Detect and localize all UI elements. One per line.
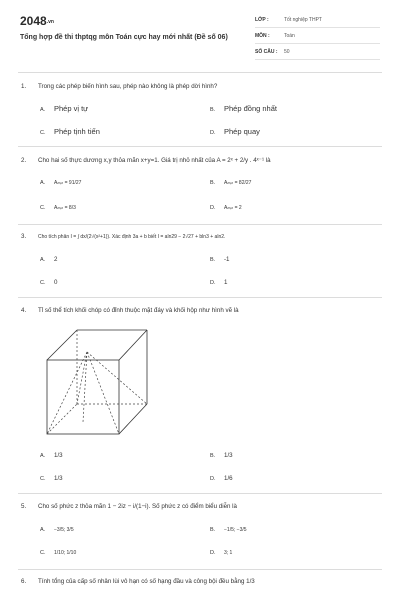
- option-a[interactable]: [40, 527, 74, 533]
- question-number: 6.: [21, 578, 27, 585]
- option-letter: D.: [210, 476, 216, 482]
- option-a[interactable]: [40, 256, 57, 263]
- option-letter: D.: [210, 550, 216, 556]
- option-text: 1/3: [54, 475, 63, 482]
- option-letter: B.: [210, 180, 216, 186]
- document-title: Tổng hợp đề thi thptqg môn Toán cực hay mới nhất (Đề số 06): [20, 34, 228, 41]
- option-a[interactable]: [40, 452, 63, 459]
- option-text: 1/10; 1/10: [54, 550, 77, 556]
- option-b[interactable]: [210, 104, 277, 113]
- question-text: Tính tổng của cấp số nhân lùi vô hạn có số hạng đầu và công bội đều bằng 1/3: [38, 578, 255, 585]
- meta-label: SỐ CÂU :: [255, 49, 278, 55]
- option-text: 3; 1: [224, 550, 233, 556]
- pyramid-edge: [47, 352, 87, 434]
- option-text: 1/3: [224, 452, 233, 459]
- option-letter: B.: [210, 453, 216, 459]
- meta-value: 50: [284, 49, 290, 55]
- logo-text: 2048: [20, 14, 47, 28]
- question-text: Cho tích phân I = ∫ dx/(2√(x²+1)). Xác định 3a + b biết I = aln29 − 2√27 + bln3 + aln2.: [38, 234, 226, 240]
- option-d[interactable]: [210, 279, 227, 286]
- logo-suffix: .vn: [46, 18, 54, 25]
- option-text: Phép đồng nhất: [224, 104, 277, 113]
- option-b[interactable]: [210, 452, 233, 459]
- meta-row-subject: [255, 30, 380, 44]
- option-text: 1: [224, 279, 228, 286]
- option-b[interactable]: [210, 180, 251, 186]
- cube-front-face: [47, 360, 119, 434]
- pyramid-edge: [87, 352, 119, 434]
- option-text: Aₘᵢₙ = 82/27: [224, 180, 252, 186]
- option-letter: C.: [40, 550, 46, 556]
- divider: [18, 297, 382, 298]
- option-text: 0: [54, 279, 58, 286]
- option-text: -1: [224, 256, 230, 263]
- divider: [18, 224, 382, 225]
- question-text: Cho số phức z thỏa mãn 1 − 2iz − i/(1−i). Số phức z có điểm biểu diễn là: [38, 503, 238, 510]
- cube-edge: [47, 330, 77, 360]
- option-c[interactable]: [40, 279, 57, 286]
- option-text: −3/5; 3/5: [54, 527, 74, 533]
- option-text: 1/3: [54, 452, 63, 459]
- option-c[interactable]: [40, 127, 100, 136]
- option-letter: A.: [40, 257, 46, 263]
- option-a[interactable]: [40, 104, 88, 113]
- option-letter: A.: [40, 107, 46, 113]
- question-number: 1.: [21, 83, 27, 90]
- option-d[interactable]: [210, 127, 260, 136]
- option-c[interactable]: [40, 550, 76, 556]
- option-d[interactable]: [210, 550, 232, 556]
- option-letter: B.: [210, 257, 216, 263]
- option-c[interactable]: [40, 205, 76, 211]
- option-text: Aₘᵢₙ = 8/3: [54, 205, 76, 211]
- cube-edge: [119, 330, 147, 360]
- option-letter: A.: [40, 527, 46, 533]
- option-d[interactable]: [210, 475, 233, 482]
- meta-row-class: [255, 14, 380, 28]
- option-letter: D.: [210, 280, 216, 286]
- option-text: Phép tịnh tiến: [54, 127, 100, 136]
- meta-value: Toán: [284, 33, 295, 39]
- option-letter: B.: [210, 527, 216, 533]
- page-header: [0, 0, 400, 62]
- option-c[interactable]: [40, 475, 63, 482]
- option-letter: C.: [40, 130, 46, 136]
- option-text: 1/6: [224, 475, 233, 482]
- divider: [18, 569, 382, 570]
- question-number: 5.: [21, 503, 27, 510]
- option-d[interactable]: [210, 205, 242, 211]
- pyramid-height: [83, 352, 87, 422]
- option-letter: C.: [40, 205, 46, 211]
- option-letter: C.: [40, 280, 46, 286]
- question-number: 3.: [21, 233, 27, 240]
- option-a[interactable]: [40, 180, 81, 186]
- option-text: 2: [54, 256, 58, 263]
- meta-row-count: [255, 46, 380, 60]
- option-letter: A.: [40, 180, 46, 186]
- option-text: Phép quay: [224, 127, 260, 136]
- option-text: Aₘᵢₙ = 2: [224, 205, 242, 211]
- option-letter: C.: [40, 476, 46, 482]
- option-letter: D.: [210, 205, 216, 211]
- option-b[interactable]: [210, 256, 230, 263]
- option-text: Aₘᵢₙ = 91/27: [54, 180, 82, 186]
- option-letter: B.: [210, 107, 216, 113]
- cube-pyramid-figure: [39, 322, 159, 442]
- question-text: Trong các phép biến hình sau, phép nào không là phép dời hình?: [38, 83, 218, 90]
- option-text: Phép vị tự: [54, 104, 89, 113]
- hidden-edge: [47, 404, 77, 434]
- meta-value: Tốt nghiệp THPT: [284, 17, 322, 23]
- question-text: Cho hai số thực dương x,y thỏa mãn x+y=1. Giá trị nhỏ nhất của A = 2ˣ + 2/y . 4ˣ⁻¹ là: [38, 157, 271, 164]
- divider: [18, 493, 382, 494]
- cube-edge: [119, 404, 147, 434]
- option-letter: D.: [210, 130, 216, 136]
- meta-table: [255, 14, 380, 62]
- option-b[interactable]: [210, 527, 247, 533]
- option-text: −1/5; −3/5: [224, 527, 247, 533]
- divider: [18, 72, 382, 73]
- meta-label: MÔN :: [255, 33, 270, 39]
- site-logo[interactable]: [20, 14, 54, 28]
- question-number: 2.: [21, 157, 27, 164]
- divider: [18, 146, 382, 147]
- question-text: Tỉ số thể tích khối chóp có đỉnh thuộc mặt đáy và khối hộp như hình vẽ là: [38, 307, 239, 314]
- meta-label: LỚP :: [255, 17, 269, 23]
- question-number: 4.: [21, 307, 27, 314]
- option-letter: A.: [40, 453, 46, 459]
